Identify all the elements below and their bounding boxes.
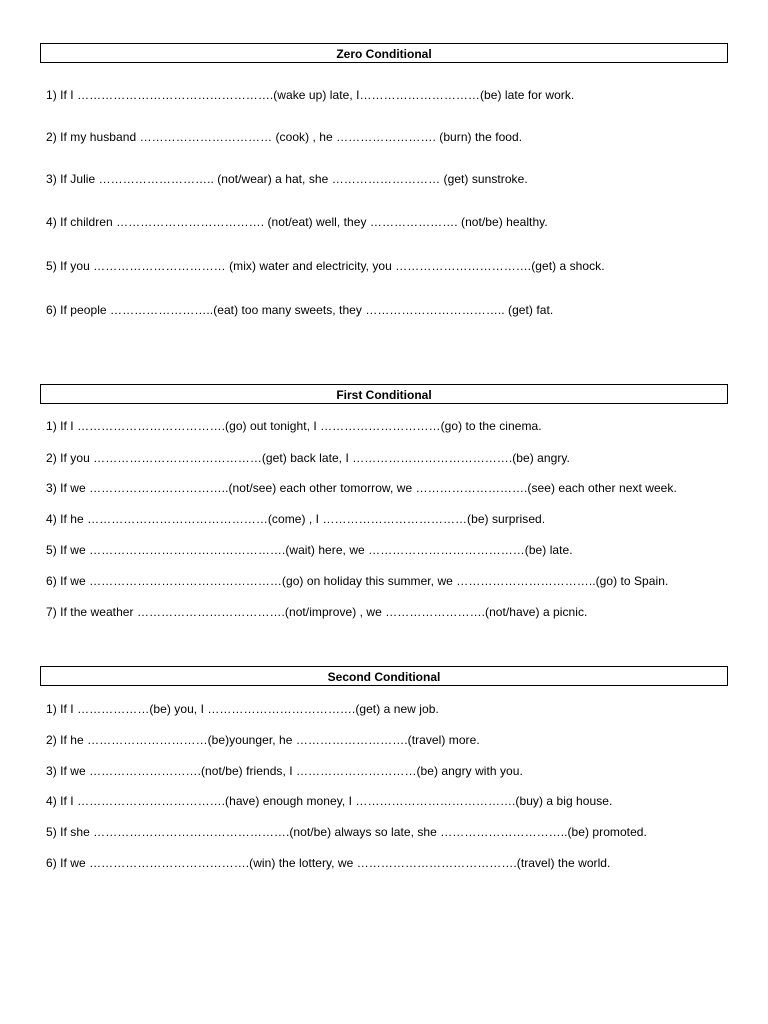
exercise-item: 6) If people ……………………..(eat) too many sweets, they …………………………….. (get) fat. [46, 303, 554, 317]
exercise-item: 3) If we ……………………….(not/be) friends, I …………………………(be) angry with you. [46, 764, 523, 778]
second-conditional-section [40, 666, 728, 870]
first-conditional-section [40, 384, 728, 619]
zero-conditional-section [40, 43, 728, 317]
exercise-item: 1) If I ………………………………………….(wake up) late, I…………………………(be) late for work. [46, 88, 575, 102]
exercise-item: 5) If you …………………………… (mix) water and electricity, you …………………………….(get) a shock. [46, 259, 605, 273]
section-title: Zero Conditional [40, 43, 728, 63]
exercise-item: 6) If we …………………………………………(go) on holiday this summer, we ……………………………..(go) to Spain. [46, 574, 669, 588]
section-title: Second Conditional [40, 666, 728, 686]
exercise-item: 6) If we ………………………………….(win) the lottery, we ………………………………….(travel) the world. [46, 856, 611, 870]
exercise-item: 3) If Julie ……………………….. (not/wear) a hat, she ……………………… (get) sunstroke. [46, 172, 528, 186]
exercise-item: 5) If she ………………………………………….(not/be) always so late, she …………………………..(be) promoted. [46, 825, 647, 839]
exercise-item: 7) If the weather ……………………………….(not/improve) , we …………………….(not/have) a picnic. [46, 605, 588, 619]
section-title: First Conditional [40, 384, 728, 404]
exercise-item: 5) If we ………………………………………….(wait) here, we …………………………………(be) late. [46, 543, 573, 557]
exercise-item: 1) If I ………………(be) you, I ……………………………….(get) a new job. [46, 702, 439, 716]
exercise-item: 4) If he ………………………………………(come) , I ………………………………(be) surprised. [46, 512, 546, 526]
exercise-item: 4) If I ……………………………….(have) enough money, I ………………………………….(buy) a big house. [46, 794, 613, 808]
exercise-item: 4) If children ………………………………. (not/eat) well, they …………………. (not/be) healthy. [46, 215, 548, 229]
exercise-item: 1) If I ……………………………….(go) out tonight, I …………………………(go) to the cinema. [46, 419, 542, 433]
exercise-item: 3) If we ……………………………..(not/see) each other tomorrow, we ……………………….(see) each other next week. [46, 481, 677, 495]
exercise-item: 2) If my husband …………………………… (cook) , he ……………………. (burn) the food. [46, 130, 523, 144]
exercise-item: 2) If you ……………………………………(get) back late, I ………………………………….(be) angry. [46, 451, 570, 465]
exercise-item: 2) If he …………………………(be)younger, he ……………………….(travel) more. [46, 733, 480, 747]
